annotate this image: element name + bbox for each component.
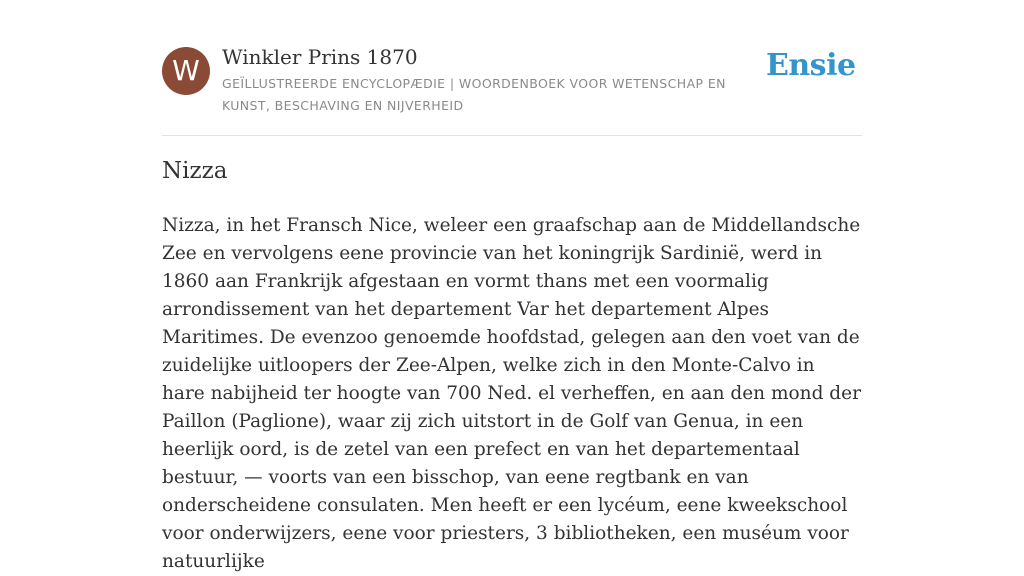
ensie-logo-link[interactable]: Ensie — [766, 48, 856, 83]
article-body: Nizza, in het Fransch Nice, weleer een graafschap aan de Middellandsche Zee en vervolgens eene provincie van het koningrijk Sardinië, werd in 1860 aan Frankrijk afgestaan en vormt thans met een voormalig arrondissement van het departement Var het departement Alpes Maritimes. De evenzoo genoemde hoofdstad, gelegen aan den voet van de zuidelijke uitloopers der Zee-Alpen, welke zich in den Monte-Calvo in hare nabijheid ter hoogte van 700 Ned. el verheffen, en aan den mond der Paillon (Paglione), waar zij zich uitstort in de Golf van Genua, in een heerlijk oord, is de zetel van een prefect en van het departementaal bestuur, — voorts van een bisschop, van eene regtbank en van onderscheidene consulaten. Men heeft er een lycéum, eene kweekschool voor onderwijzers, eene voor priesters, 3 bibliotheken, een muséum voor natuurlijke — [162, 215, 861, 572]
source-avatar[interactable]: W — [162, 47, 210, 95]
source-title[interactable]: Winkler Prins 1870 — [222, 45, 418, 69]
source-subtitle: GEÏLLUSTREERDE ENCYCLOPÆDIE | WOORDENBOEK VOOR WETENSCHAP EN KUNST, BESCHAVING EN NIJVERHEID — [222, 76, 726, 113]
header-divider — [162, 135, 862, 136]
article-title: Nizza — [162, 158, 228, 184]
